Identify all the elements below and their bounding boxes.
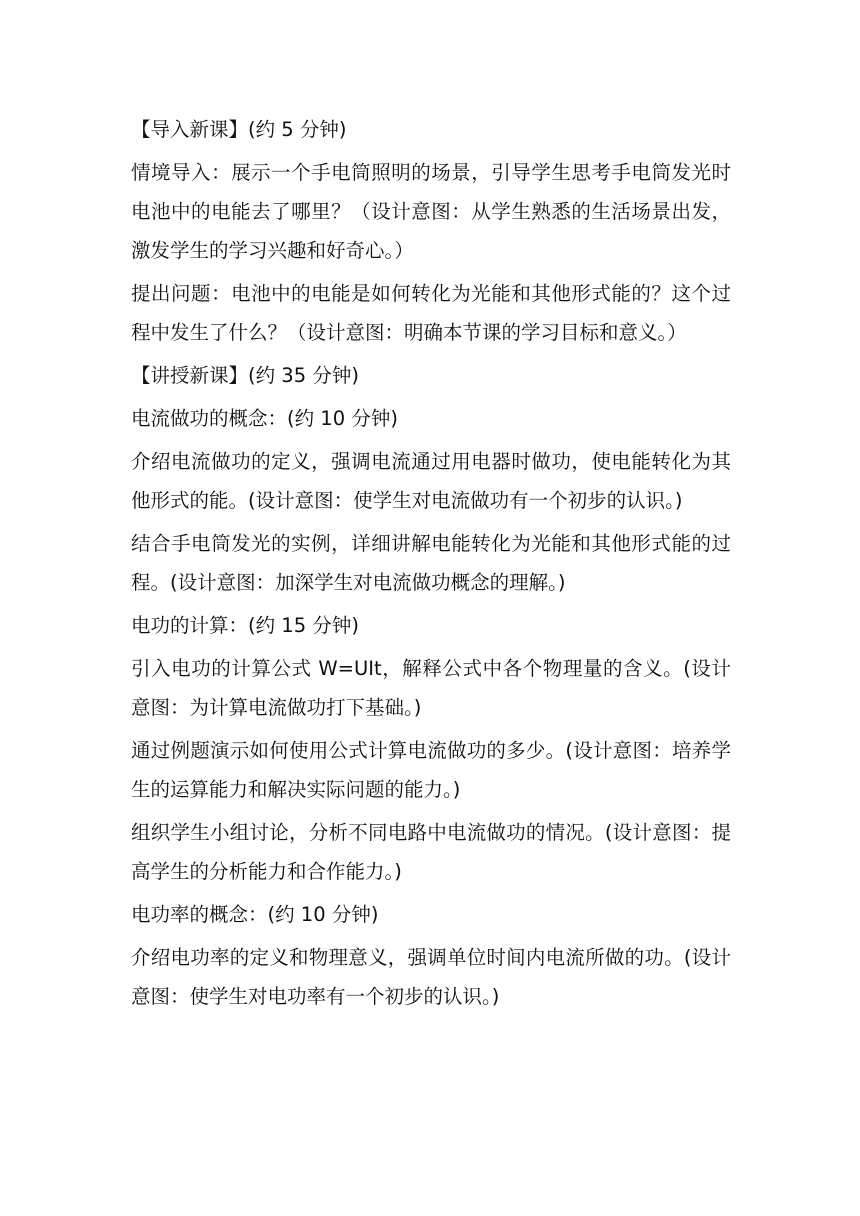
section-heading-intro: 【导入新课】(约 5 分钟) [131,118,347,141]
paragraph-example-demo: 通过例题演示如何使用公式计算电流做功的多少。(设计意图：培养学生的运算能力和解决实际问题的能力。) [131,739,731,801]
paragraph-flashlight-example: 结合手电筒发光的实例，详细讲解电能转化为光能和其他形式能的过程。(设计意图：加深学生对电流做功概念的理解。) [131,532,731,594]
paragraph-group-discussion: 组织学生小组讨论，分析不同电路中电流做功的情况。(设计意图：提高学生的分析能力和合作能力。) [131,821,731,883]
subheading-electric-work-calculation: 电功的计算：(约 15 分钟) [131,614,359,637]
document-body [131,110,731,1020]
paragraph-electric-power-definition: 介绍电功率的定义和物理意义，强调单位时间内电流所做的功。(设计意图：使学生对电功率有一个初步的认识。) [131,946,731,1008]
paragraph-current-work-definition: 介绍电流做功的定义，强调电流通过用电器时做功，使电能转化为其他形式的能。(设计意图：使学生对电流做功有一个初步的认识。) [131,450,731,512]
section-heading-new-lesson: 【讲授新课】(约 35 分钟) [131,364,359,387]
subheading-current-work-concept: 电流做功的概念：(约 10 分钟) [131,407,398,430]
subheading-electric-power-concept: 电功率的概念：(约 10 分钟) [131,903,379,926]
paragraph-raise-question: 提出问题：电池中的电能是如何转化为光能和其他形式能的？这个过程中发生了什么？（设计意图：明确本节课的学习目标和意义。） [131,282,731,344]
paragraph-scenario-intro: 情境导入：展示一个手电筒照明的场景，引导学生思考手电筒发光时电池中的电能去了哪里？（设计意图：从学生熟悉的生活场景出发，激发学生的学习兴趣和好奇心。） [131,161,731,262]
paragraph-formula-intro: 引入电功的计算公式 W=UIt，解释公式中各个物理量的含义。(设计意图：为计算电流做功打下基础。) [131,657,731,719]
